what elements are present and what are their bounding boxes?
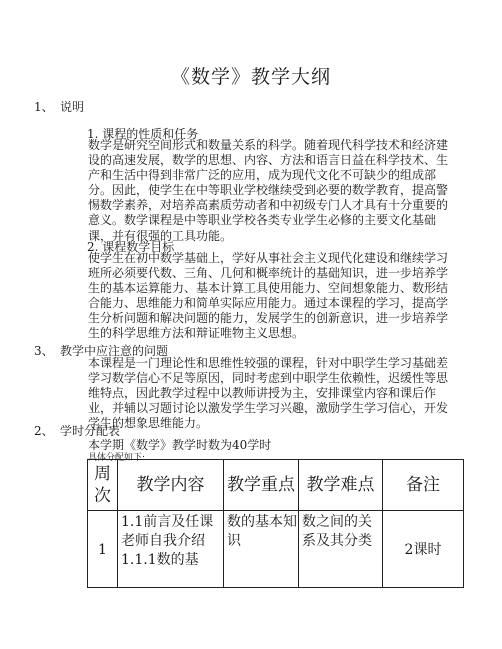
- header-week: 周次: [88, 460, 118, 511]
- text-line: 使学生在初中数学基础上，学好从事社会主义现代化建设和继续学习: [88, 251, 449, 265]
- text-line: 生的科学思维方法和辩证唯物主义思想。: [88, 326, 305, 341]
- schedule-table: [87, 459, 464, 588]
- text-line: 分。因此，使学生在中等职业学校继续受到必要的数学教育，提高警: [88, 183, 449, 198]
- text-line: 生分析问题和解决问题的能力，发展学生的创新意识，进一步培养学: [88, 311, 449, 326]
- text-line: 学生的想象思维能力。: [88, 416, 209, 431]
- text-line: 意义。数学课程是中等职业学校各类专业学生必修的主要文化基础: [88, 213, 437, 228]
- cell-week: 1: [88, 511, 118, 588]
- text-line: 学习数学信心不足等原因，同时考虑到中职学生依赖性，迟缓性等思: [88, 371, 449, 386]
- text-line: 生的基本运算能力、基本计算工具使用能力、空间想象能力、数形结: [88, 281, 449, 296]
- cell-focus: 数的基本知识: [224, 511, 299, 588]
- text-line: 数学是研究空间形式和数量关系的科学。随着现代科学技术和经济建: [88, 138, 449, 152]
- table-row: [88, 511, 464, 588]
- paragraph-course-nature: [88, 138, 450, 244]
- paragraph-course-goals: [88, 251, 450, 342]
- hours-summary: 本学期《数学》教学时数为40学时: [88, 438, 272, 452]
- text-line: 设的高速发展，数学的思想、内容、方法和语言日益在科学技术、生: [88, 153, 449, 168]
- detail-note: 具体分配如下:: [88, 453, 146, 463]
- section-2b-number: 2、: [34, 424, 54, 438]
- cell-difficulty: 数之间的关系及其分类: [299, 511, 383, 588]
- table-header-row: [88, 460, 464, 511]
- subsection-1-2: 2. 课程数学目标: [87, 240, 175, 254]
- header-content: 教学内容: [118, 460, 224, 511]
- section-3-label: 教学中应注意的问题: [60, 344, 169, 358]
- subsection-1-1: 1. 课程的性质和任务: [87, 127, 199, 141]
- page-title: 《数学》教学大纲: [170, 66, 331, 88]
- section-1-heading: [34, 98, 84, 115]
- text-line: 产和生活中得到非常广泛的应用，成为现代文化不可缺少的组成部: [88, 168, 437, 183]
- section-1-label: 说明: [60, 100, 85, 114]
- text-line: 合能力、思维能力和简单实际应用能力。通过本课程的学习，提高学: [88, 296, 449, 311]
- paragraph-teaching-notes: [88, 356, 450, 431]
- text-line: 本课程是一门理论性和思维性较强的课程，针对中职学生学习基础差: [88, 356, 449, 370]
- text-line: 业，并辅以习题讨论以激发学生学习兴趣，激励学生学习信心，开发: [88, 401, 449, 416]
- text-line: 惕数学素养，对培养高素质劳动者和中初级专门人才具有十分重要的: [88, 198, 449, 213]
- text-line: 班所必须要代数、三角、几何和概率统计的基础知识，进一步培养学: [88, 266, 449, 281]
- header-difficulty: 教学难点: [299, 460, 383, 511]
- cell-note: 2课时: [383, 511, 464, 588]
- text-line: 课，并有很强的工具功能。: [88, 228, 233, 243]
- header-focus: 教学重点: [224, 460, 299, 511]
- section-1-number: 1、: [34, 100, 54, 114]
- text-line: 维特点，因此教学过程中以教师讲授为主，安排课堂内容和课后作: [88, 386, 437, 401]
- cell-content: 1.1前言及任课老师自我介绍1.1.1数的基: [118, 511, 224, 588]
- section-2b-label: 学时分配表: [60, 424, 121, 438]
- section-3-number: 3、: [34, 344, 54, 358]
- header-note: 备注: [383, 460, 464, 511]
